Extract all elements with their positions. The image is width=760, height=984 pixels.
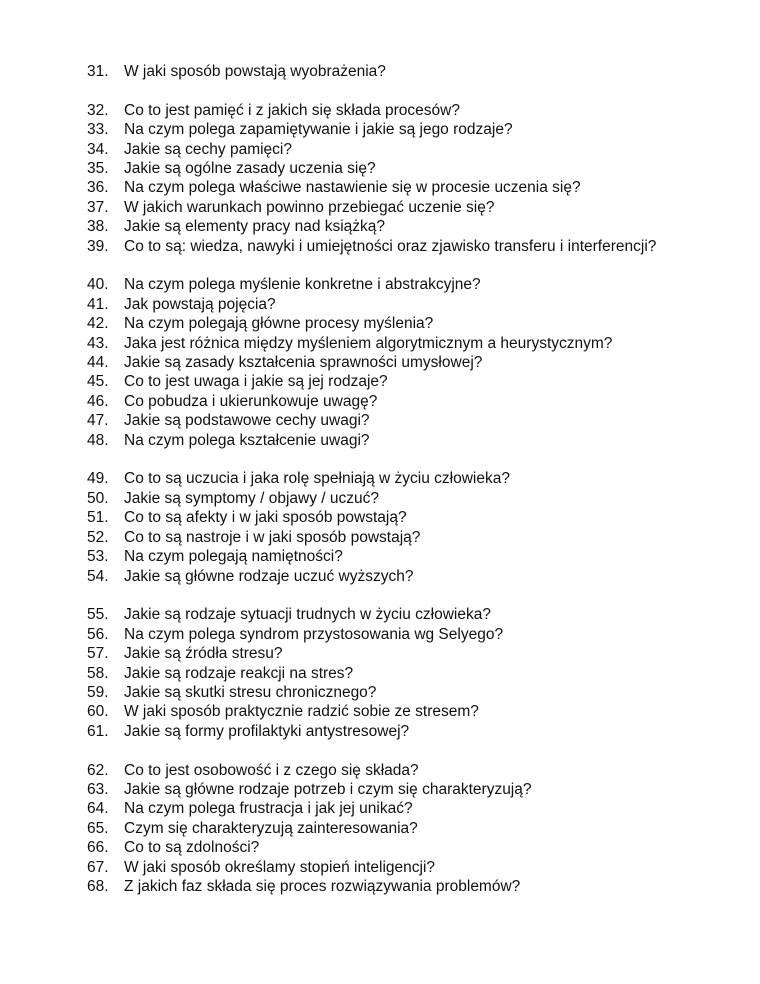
- question-item: [87, 198, 747, 217]
- question-item: [87, 799, 747, 818]
- question-item: [87, 877, 747, 896]
- question-item: [87, 62, 747, 81]
- question-number: 60.: [87, 703, 109, 721]
- question-item: [87, 101, 747, 120]
- question-text: Na czym polega syndrom przystosowania wg Selyego?: [124, 625, 504, 643]
- question-text: W jaki sposób powstają wyobrażenia?: [124, 63, 386, 80]
- question-text: Jakie są główne rodzaje potrzeb i czym się charakteryzują?: [124, 780, 532, 798]
- question-text: Na czym polega kształcenie uwagi?: [124, 431, 370, 449]
- question-number: 37.: [87, 198, 109, 216]
- question-text: Na czym polega zapamiętywanie i jakie są jego rodzaje?: [124, 121, 513, 139]
- question-item: [87, 780, 747, 799]
- question-text: W jaki sposób praktycznie radzić sobie ze stresem?: [124, 703, 479, 721]
- question-group: [87, 62, 747, 81]
- question-item: [87, 314, 747, 333]
- question-number: 62.: [87, 761, 109, 779]
- question-text: Na czym polega frustracja i jak jej unikać?: [124, 800, 413, 818]
- question-text: Jakie są główne rodzaje uczuć wyższych?: [124, 567, 414, 585]
- question-item: [87, 683, 747, 702]
- question-item: [87, 761, 747, 780]
- question-item: [87, 567, 747, 586]
- question-text: Jakie są podstawowe cechy uwagi?: [124, 412, 370, 430]
- question-text: Jakie są zasady kształcenia sprawności umysłowej?: [124, 354, 483, 372]
- question-number: 61.: [87, 722, 109, 740]
- question-number: 59.: [87, 683, 109, 701]
- question-number: 48.: [87, 431, 109, 449]
- question-item: [87, 217, 747, 236]
- question-number: 63.: [87, 780, 109, 798]
- question-item: [87, 605, 747, 624]
- question-item: [87, 702, 747, 721]
- question-number: 40.: [87, 276, 109, 294]
- question-number: 35.: [87, 160, 109, 178]
- question-text: Na czym polega myślenie konkretne i abstrakcyjne?: [124, 276, 481, 294]
- question-number: 50.: [87, 489, 109, 507]
- question-group: [87, 275, 747, 450]
- question-number: 41.: [87, 295, 109, 313]
- question-number: 58.: [87, 664, 109, 682]
- question-text: Co to są afekty i w jaki sposób powstają?: [124, 509, 407, 527]
- question-text: Jakie są cechy pamięci?: [124, 140, 292, 158]
- question-number: 68.: [87, 877, 109, 895]
- question-item: [87, 819, 747, 838]
- question-text: Jak powstają pojęcia?: [124, 295, 276, 313]
- question-item: [87, 431, 747, 450]
- question-item: [87, 353, 747, 372]
- question-list: [87, 62, 747, 916]
- question-text: Jakie są symptomy / objawy / uczuć?: [124, 489, 379, 507]
- question-item: [87, 644, 747, 663]
- question-number: 53.: [87, 548, 109, 566]
- question-item: [87, 547, 747, 566]
- question-text: Jakie są źródła stresu?: [124, 645, 283, 663]
- question-text: Co to jest pamięć i z jakich się składa procesów?: [124, 101, 460, 119]
- question-text: Co to są: wiedza, nawyki i umiejętności oraz zjawisko transferu i interferencji?: [124, 237, 657, 255]
- question-text: Jakie są rodzaje reakcji na stres?: [124, 664, 354, 682]
- question-item: [87, 334, 747, 353]
- question-text: Co to jest uwaga i jakie są jej rodzaje?: [124, 373, 388, 391]
- question-number: 44.: [87, 354, 109, 372]
- question-text: Jakie są formy profilaktyki antystresowej?: [124, 722, 410, 740]
- question-item: [87, 392, 747, 411]
- question-item: [87, 508, 747, 527]
- question-group: [87, 469, 747, 585]
- question-number: 33.: [87, 121, 109, 139]
- question-item: [87, 469, 747, 488]
- question-number: 66.: [87, 839, 109, 857]
- question-item: [87, 625, 747, 644]
- question-item: [87, 140, 747, 159]
- question-number: 42.: [87, 315, 109, 333]
- question-text: Na czym polegają namiętności?: [124, 548, 343, 566]
- question-text: Z jakich faz składa się proces rozwiązywania problemów?: [124, 877, 521, 895]
- question-number: 52.: [87, 528, 109, 546]
- question-group: [87, 605, 747, 741]
- question-number: 51.: [87, 509, 109, 527]
- question-number: 31.: [87, 63, 109, 80]
- question-number: 57.: [87, 645, 109, 663]
- question-item: [87, 858, 747, 877]
- question-text: Czym się charakteryzują zainteresowania?: [124, 819, 418, 837]
- question-text: Co pobudza i ukierunkowuje uwagę?: [124, 392, 378, 410]
- question-text: Co to jest osobowość i z czego się składa?: [124, 761, 419, 779]
- question-text: Na czym polegają główne procesy myślenia?: [124, 315, 434, 333]
- question-number: 39.: [87, 237, 109, 255]
- question-number: 65.: [87, 819, 109, 837]
- question-number: 36.: [87, 179, 109, 197]
- question-text: Co to są zdolności?: [124, 839, 260, 857]
- question-number: 43.: [87, 334, 109, 352]
- question-number: 46.: [87, 392, 109, 410]
- question-item: [87, 275, 747, 294]
- question-number: 67.: [87, 858, 109, 876]
- question-text: W jakich warunkach powinno przebiegać uczenie się?: [124, 198, 495, 216]
- question-number: 32.: [87, 101, 109, 119]
- question-number: 54.: [87, 567, 109, 585]
- question-item: [87, 489, 747, 508]
- question-text: W jaki sposób określamy stopień inteligencji?: [124, 858, 436, 876]
- question-item: [87, 664, 747, 683]
- question-text: Jakie są ogólne zasady uczenia się?: [124, 160, 376, 178]
- question-item: [87, 295, 747, 314]
- question-text: Jakie są elementy pracy nad książką?: [124, 218, 386, 236]
- question-text: Co to są nastroje i w jaki sposób powstają?: [124, 528, 421, 546]
- question-number: 64.: [87, 800, 109, 818]
- question-number: 56.: [87, 625, 109, 643]
- question-item: [87, 159, 747, 178]
- question-item: [87, 372, 747, 391]
- question-item: [87, 838, 747, 857]
- question-number: 45.: [87, 373, 109, 391]
- question-item: [87, 528, 747, 547]
- question-text: Na czym polega właściwe nastawienie się w procesie uczenia się?: [124, 179, 581, 197]
- question-item: [87, 178, 747, 197]
- question-item: [87, 722, 747, 741]
- question-number: 49.: [87, 470, 109, 488]
- question-number: 47.: [87, 412, 109, 430]
- question-number: 38.: [87, 218, 109, 236]
- question-text: Co to są uczucia i jaka rolę spełniają w życiu człowieka?: [124, 470, 510, 488]
- question-text: Jaka jest różnica między myśleniem algorytmicznym a heurystycznym?: [124, 334, 613, 352]
- question-item: [87, 237, 747, 256]
- question-group: [87, 101, 747, 256]
- question-item: [87, 411, 747, 430]
- question-text: Jakie są rodzaje sytuacji trudnych w życiu człowieka?: [124, 606, 491, 624]
- question-number: 34.: [87, 140, 109, 158]
- question-group: [87, 761, 747, 897]
- question-number: 55.: [87, 606, 109, 624]
- question-item: [87, 120, 747, 139]
- question-text: Jakie są skutki stresu chronicznego?: [124, 683, 377, 701]
